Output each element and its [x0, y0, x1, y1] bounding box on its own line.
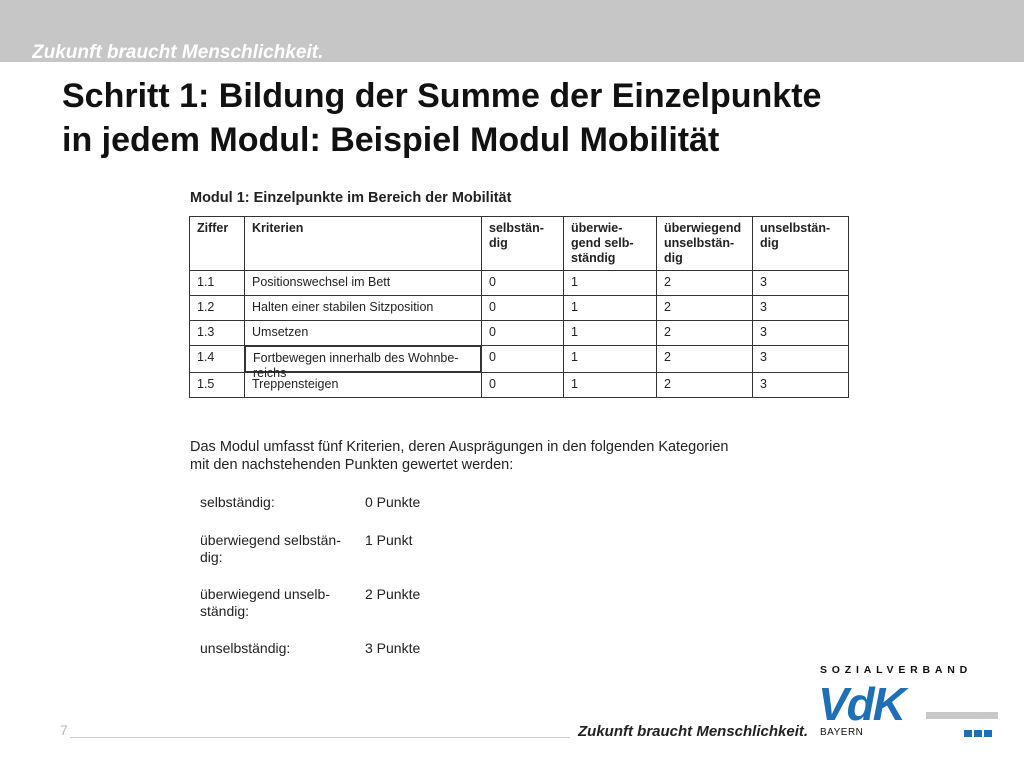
slide-title [62, 74, 1002, 162]
table-cell: 2 [657, 321, 753, 346]
table-cell: 3 [753, 346, 849, 373]
module-description-line-2: mit den nachstehenden Punkten gewertet werden: [190, 457, 514, 473]
scale-label: überwiegend unselb- ständig: [200, 586, 330, 619]
table-cell: 2 [657, 296, 753, 321]
column-header: Kriterien [245, 217, 482, 271]
column-header: Ziffer [190, 217, 245, 271]
table-cell: 0 [482, 271, 564, 296]
page-number: 7 [60, 722, 68, 738]
scale-row [200, 532, 412, 566]
table-cell: 1 [564, 373, 657, 398]
scale-row [200, 494, 420, 511]
logo-wordmark: VdK [818, 682, 904, 726]
footer-slogan: Zukunft braucht Menschlichkeit. [578, 723, 809, 740]
table-cell: 2 [657, 271, 753, 296]
vdk-logo-mark [816, 682, 1006, 726]
table-cell: 3 [753, 321, 849, 346]
scale-label: unselbständig: [200, 640, 291, 656]
table-cell: 1 [564, 346, 657, 373]
table-cell: 1.4 [190, 346, 245, 373]
table-cell: 3 [753, 373, 849, 398]
table-row [190, 271, 849, 296]
column-header: überwie- gend selb- ständig [564, 217, 657, 271]
column-header: selbstän- dig [482, 217, 564, 271]
scale-row [200, 640, 420, 657]
table-cell: Treppensteigen [245, 373, 482, 398]
table-row [190, 321, 849, 346]
table-row [190, 373, 849, 398]
slide-title-line-1: Schritt 1: Bildung der Summe der Einzelpunkte [62, 77, 822, 115]
table-cell: Halten einer stabilen Sitzposition [245, 296, 482, 321]
table-header-row [190, 217, 849, 271]
column-header: unselbstän- dig [753, 217, 849, 271]
column-header: überwiegend unselbstän- dig [657, 217, 753, 271]
table-cell: 1 [564, 296, 657, 321]
scale-label: überwiegend selbstän- dig: [200, 532, 341, 565]
scale-row [200, 586, 420, 620]
table-cell: Fortbewegen innerhalb des Wohnbe- reichs [245, 346, 481, 372]
table-cell: 3 [753, 296, 849, 321]
table-cell: 1.5 [190, 373, 245, 398]
module-description-line-1: Das Modul umfasst fünf Kriterien, deren Ausprägungen in den folgenden Kategorien [190, 439, 729, 455]
table-cell: 0 [482, 373, 564, 398]
table-cell: 0 [482, 346, 564, 373]
table-cell: 1.3 [190, 321, 245, 346]
footer-divider [70, 737, 570, 738]
table-cell: Positionswechsel im Bett [245, 271, 482, 296]
table-cell: 2 [657, 346, 753, 373]
table-cell: 0 [482, 321, 564, 346]
table-cell: 2 [657, 373, 753, 398]
scale-value: 3 Punkte [365, 640, 421, 656]
logo-grey-bar [926, 712, 998, 719]
slide-title-line-2: in jedem Modul: Beispiel Modul Mobilität [62, 121, 720, 159]
table-cell: 1 [564, 321, 657, 346]
scale-value: 2 Punkte [365, 586, 421, 602]
module-description [190, 438, 830, 474]
scale-value: 0 Punkte [365, 494, 421, 510]
document-heading: Modul 1: Einzelpunkte im Bereich der Mobilität [190, 190, 512, 206]
table-cell: 1.2 [190, 296, 245, 321]
scale-value: 1 Punkt [365, 532, 413, 548]
table-cell: Umsetzen [245, 321, 482, 346]
table-row [190, 296, 849, 321]
scale-label: selbständig: [200, 494, 275, 510]
table-cell: 1.1 [190, 271, 245, 296]
criteria-table [189, 216, 849, 398]
table-row [190, 346, 849, 373]
header-slogan: Zukunft braucht Menschlichkeit. [32, 42, 324, 62]
table-cell: 1 [564, 271, 657, 296]
logo-stripes-icon [964, 728, 994, 738]
table-cell: 0 [482, 296, 564, 321]
table-cell: 3 [753, 271, 849, 296]
logo-org-name: SOZIALVERBAND [820, 664, 973, 676]
vdk-logo [812, 664, 1012, 744]
logo-region: BAYERN [820, 727, 864, 738]
